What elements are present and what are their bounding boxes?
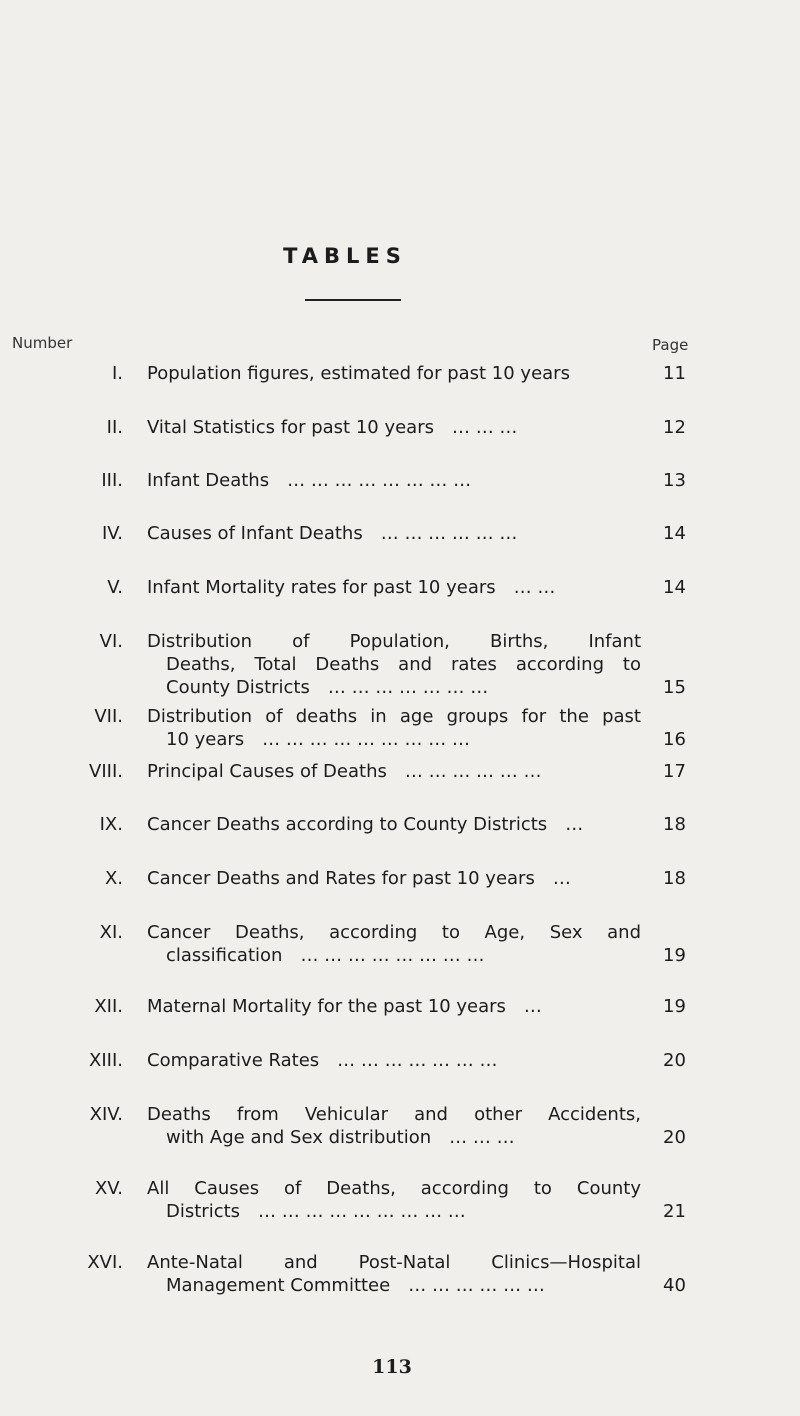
title-text: classification	[166, 945, 283, 966]
table-number: VIII.	[89, 761, 123, 782]
table-title-line	[147, 1049, 641, 1072]
table-title	[147, 867, 641, 890]
table-title	[147, 576, 641, 599]
table-number: XV.	[94, 1178, 123, 1199]
table-number: XIV.	[89, 1104, 123, 1125]
leader-dots: … … …	[449, 1127, 515, 1148]
table-number: XII.	[94, 996, 123, 1017]
page-reference: 18	[663, 814, 686, 835]
leader-dots: … … …	[451, 417, 518, 438]
table-title-line	[147, 676, 641, 699]
page-reference: 11	[663, 363, 686, 384]
leader-dots: … … … … … … …	[327, 677, 489, 698]
title-text: with Age and Sex distribution	[166, 1127, 432, 1148]
page-reference: 17	[663, 761, 686, 782]
table-title-line	[147, 653, 641, 676]
page-reference: 20	[663, 1127, 686, 1148]
table-title	[147, 760, 641, 783]
page-reference: 18	[663, 868, 686, 889]
title-text: Vital Statistics for past 10 years	[147, 417, 434, 438]
number-column-header: Number	[12, 334, 73, 352]
title-text: Management Committee	[166, 1275, 391, 1296]
table-title-line	[147, 522, 641, 545]
table-title-line	[147, 576, 641, 599]
title-text: Deaths, Total Deaths and rates according to	[166, 654, 641, 675]
table-number: III.	[101, 470, 123, 491]
title-text: Cancer Deaths and Rates for past 10 years	[147, 868, 535, 889]
title-text: County Districts	[166, 677, 310, 698]
leader-dots: … … … … … …	[408, 1275, 545, 1296]
leader-dots: … … … … … …	[404, 761, 542, 782]
leader-dots: …	[552, 868, 571, 889]
table-title	[147, 705, 641, 751]
title-text: Ante-Natal and Post-Natal Clinics—Hospital	[147, 1252, 641, 1273]
page-title: TABLES	[283, 244, 407, 268]
title-text: Principal Causes of Deaths	[147, 761, 387, 782]
title-text: Cancer Deaths, according to Age, Sex and	[147, 922, 641, 943]
table-title	[147, 522, 641, 545]
table-number: II.	[106, 417, 123, 438]
leader-dots: … … … … … … …	[337, 1050, 498, 1071]
page-reference: 20	[663, 1050, 686, 1071]
title-text: Causes of Infant Deaths	[147, 523, 363, 544]
table-number: VII.	[94, 706, 123, 727]
table-title-line	[147, 813, 641, 836]
table-title-line	[147, 1274, 641, 1297]
title-text: All Causes of Deaths, according to County	[147, 1178, 641, 1199]
table-title-line	[147, 1103, 641, 1126]
page-reference: 19	[663, 945, 686, 966]
table-number: VI.	[99, 631, 123, 652]
title-text: Deaths from Vehicular and other Accidents,	[147, 1104, 641, 1125]
table-number: XI.	[99, 922, 123, 943]
table-number: IV.	[101, 523, 123, 544]
page-reference: 16	[663, 729, 686, 750]
table-title	[147, 1049, 641, 1072]
leader-dots: … … … … … …	[380, 523, 518, 544]
table-title	[147, 362, 641, 385]
title-text: Population figures, estimated for past 10 years	[147, 363, 570, 384]
page-reference: 14	[663, 577, 686, 598]
table-title	[147, 630, 641, 699]
table-number: V.	[107, 577, 123, 598]
table-title-line	[147, 1177, 641, 1200]
table-title	[147, 1103, 641, 1149]
title-text: Distribution of deaths in age groups for the past	[147, 706, 641, 727]
table-title-line	[147, 630, 641, 653]
table-title-line	[147, 705, 641, 728]
page-reference: 40	[663, 1275, 686, 1296]
page-column-header: Page	[652, 336, 689, 354]
table-title-line	[147, 416, 641, 439]
table-title	[147, 921, 641, 967]
page-reference: 21	[663, 1201, 686, 1222]
page-reference: 13	[663, 470, 686, 491]
table-title-line	[147, 1126, 641, 1149]
table-number: XIII.	[89, 1050, 123, 1071]
page-reference: 15	[663, 677, 686, 698]
title-text: Infant Deaths	[147, 470, 270, 491]
table-title-line	[147, 944, 641, 967]
table-number: XVI.	[87, 1252, 123, 1273]
leader-dots: …	[523, 996, 542, 1017]
table-title-line	[147, 1200, 641, 1223]
page-reference: 12	[663, 417, 686, 438]
table-title-line	[147, 921, 641, 944]
table-title	[147, 1251, 641, 1297]
table-title-line	[147, 995, 641, 1018]
title-rule	[305, 299, 401, 301]
title-text: Maternal Mortality for the past 10 years	[147, 996, 506, 1017]
table-title-line	[147, 362, 641, 385]
table-title	[147, 995, 641, 1018]
table-title-line	[147, 469, 641, 492]
table-title-line	[147, 867, 641, 890]
title-text: Comparative Rates	[147, 1050, 320, 1071]
leader-dots: … … … … … … … …	[287, 470, 472, 491]
leader-dots: … … … … … … … …	[300, 945, 485, 966]
title-text: Districts	[166, 1201, 241, 1222]
leader-dots: … … … … … … … … …	[258, 1201, 466, 1222]
table-title	[147, 1177, 641, 1223]
page-reference: 14	[663, 523, 686, 544]
title-text: 10 years	[166, 729, 245, 750]
table-title	[147, 813, 641, 836]
table-title	[147, 469, 641, 492]
leader-dots: …	[565, 814, 584, 835]
title-text: Infant Mortality rates for past 10 years	[147, 577, 496, 598]
table-title	[147, 416, 641, 439]
table-number: X.	[104, 868, 123, 889]
leader-dots: … … … … … … … … …	[262, 729, 470, 750]
table-title-line	[147, 728, 641, 751]
table-number: IX.	[99, 814, 123, 835]
table-title-line	[147, 760, 641, 783]
title-text: Distribution of Population, Births, Infant	[147, 631, 641, 652]
page-reference: 19	[663, 996, 686, 1017]
title-text: Cancer Deaths according to County Districts	[147, 814, 548, 835]
table-number: I.	[111, 363, 123, 384]
table-title-line	[147, 1251, 641, 1274]
leader-dots: … …	[513, 577, 556, 598]
page-number: 113	[372, 1356, 412, 1378]
